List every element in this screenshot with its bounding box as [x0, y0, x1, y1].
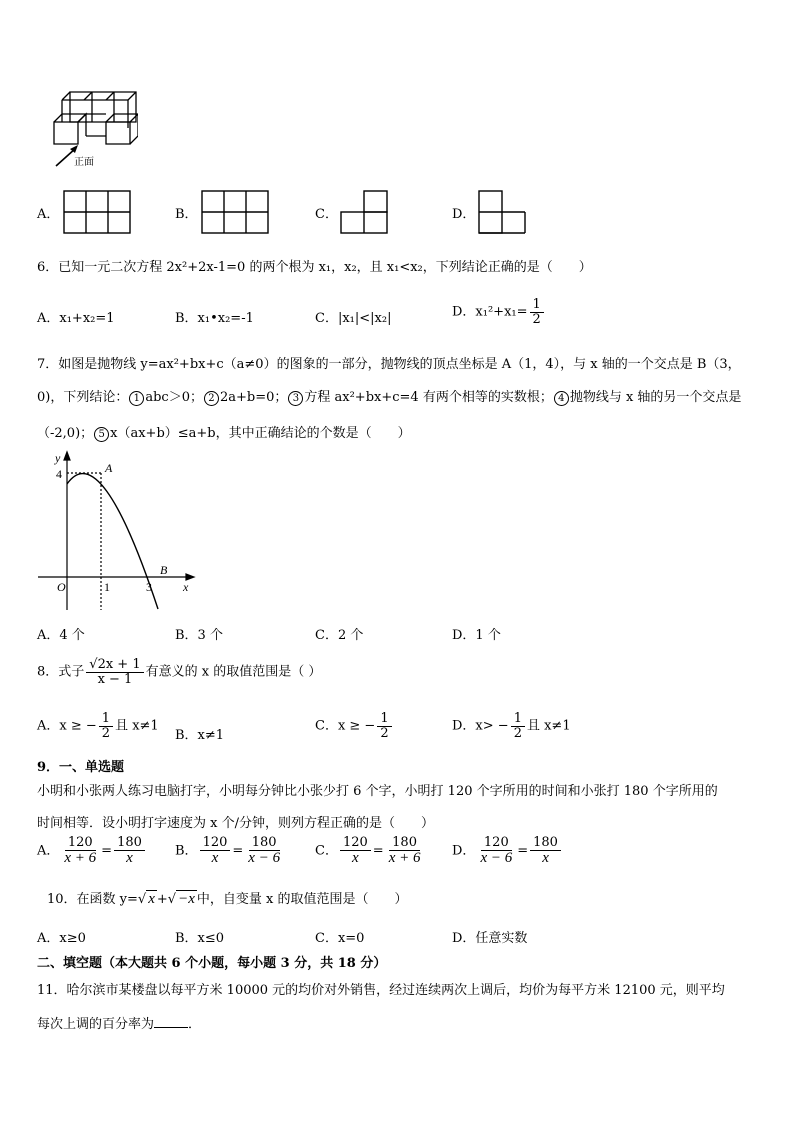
q9-a-label: A． [37, 843, 60, 859]
q9-a-d1: x + 6 [64, 849, 97, 866]
q8-a-suffix: 且 x≠1 [115, 718, 159, 734]
q9-a-n2: 180 [114, 836, 145, 851]
parabola-graph [34, 450, 199, 615]
q10-option-d: D．任意实数 [452, 931, 528, 946]
q7-conclusion-5: x（ax+b）≤a+b，其中正确结论的个数是（ ） [110, 426, 411, 441]
q9-line1: 小明和小张两人练习电脑打字，小明每分钟比小张少打 6 个字，小明打 120 个字所用的时间和小张打 180 个字所用的 [37, 784, 718, 799]
q7-line2 [37, 386, 741, 406]
q9-b-label: B． [175, 843, 198, 859]
q8-numerator: √2x + 1 [86, 658, 143, 673]
q5-option-d-view [478, 190, 526, 234]
q9-line2: 时间相等．设小明打字速度为 x 个/分钟，则列方程正确的是（ ） [37, 816, 434, 831]
parabola-curve [67, 474, 158, 609]
q11-end: ． [188, 1017, 202, 1032]
q8-d-den: 2 [513, 725, 522, 741]
q6-option-b: B．x₁•x₂=-1 [175, 311, 254, 326]
q8-option-b: B．x≠1 [175, 728, 225, 743]
q11-line2-text: 每次上调的百分率为 [37, 1017, 155, 1032]
q6-d-denominator: 2 [532, 311, 541, 327]
q9-c-d2: x + 6 [388, 849, 421, 866]
q7-line3-lead: （-2,0)； [37, 426, 94, 441]
q9-d-d1: x − 6 [480, 849, 513, 866]
q8-a-den: 2 [101, 725, 111, 741]
q10-option-a: A．x≥0 [37, 931, 86, 946]
q11-line1: 11．哈尔滨市某楼盘以每平方米 10000 元的均价对外销售，经过连续两次上调后，均价为每平方米 12100 元，则平均 [37, 983, 725, 998]
q8-stem [37, 658, 321, 686]
q8-c-num: 1 [377, 712, 391, 727]
q5-option-b-label: B． [175, 207, 198, 222]
q9-b-d1: x [211, 849, 219, 866]
q9-heading: 9．一、单选题 [37, 760, 125, 775]
q7-option-d: D．1 个 [452, 628, 501, 643]
q9-b-n1: 120 [200, 836, 231, 851]
q10-radicand-2: −x [178, 891, 195, 907]
q6-option-c: C．|x₁|<|x₂| [315, 311, 392, 326]
q8-option-c [315, 712, 394, 740]
q6-option-d [452, 298, 546, 326]
point-b-label: B [160, 563, 168, 577]
q11-line2 [37, 1013, 201, 1032]
section-2-heading: 二、填空题（本大题共 6 个小题，每小题 3 分，共 18 分） [37, 956, 387, 971]
q10-option-c: C．x=0 [315, 931, 365, 946]
circle-2-icon: 2 [204, 391, 219, 406]
q8-prefix: 8．式子 [37, 664, 85, 680]
q5-option-c-view [340, 190, 388, 234]
q9-c-label: C． [315, 843, 338, 859]
x-axis-label: x [183, 580, 189, 594]
q10-stem: 10．在函数 y=√ x +√ −x 中，自变量 x 的取值范围是（ ） [47, 891, 408, 907]
q5-option-d-label: D． [452, 207, 476, 222]
cube-stack-figure [48, 88, 138, 170]
q7-conclusion-1: abc＞0； [145, 390, 203, 405]
q8-c-den: 2 [380, 725, 389, 741]
q9-option-c: C． $\frac{120}{x}$ = $\frac{180}{x + 6}$ [315, 836, 425, 866]
circle-4-icon: 4 [554, 391, 569, 406]
tick-3-label: 3 [146, 580, 152, 594]
y-axis-arrow [64, 452, 70, 460]
q8-denominator: x − 1 [97, 671, 133, 687]
q9-option-a: A． $\frac{120}{x + 6}$ = $\frac{180}{x}$ [37, 836, 147, 866]
vertex-a-label: A [105, 461, 113, 475]
q7-line3 [37, 422, 411, 442]
q8-a-num: 1 [99, 712, 113, 727]
q5-option-b-view [201, 190, 269, 234]
q8-d-suffix: 且 x≠1 [526, 718, 571, 734]
q9-a-n1: 120 [65, 836, 96, 851]
q7-conclusion-4: 抛物线与 x 轴的另一个交点是 [569, 390, 742, 405]
q9-c-n1: 120 [340, 836, 371, 851]
q9-option-b: B． $\frac{120}{x}$ = $\frac{180}{x - 6}$ [175, 836, 285, 866]
q9-d-d2: x [542, 849, 549, 866]
circle-5-icon: 5 [94, 427, 109, 442]
q7-line2-lead: 0)，下列结论： [37, 390, 129, 405]
q10-radicand-1: x [148, 891, 155, 907]
q7-conclusion-3: 方程 ax²+bx+c=4 有两个相等的实数根； [304, 390, 553, 405]
q7-option-b: B．3 个 [175, 628, 223, 643]
front-label: 正面 [74, 157, 94, 168]
q9-a-d2: x [126, 849, 133, 866]
q9-d-label: D． [452, 843, 476, 859]
q9-option-d: D． $\frac{120}{x - 6}$ = $\frac{180}{x}$ [452, 836, 563, 866]
answer-blank[interactable] [154, 1027, 188, 1028]
q8-suffix: 有意义的 x 的取值范围是（ ） [145, 664, 322, 680]
tick-1-label: 1 [104, 580, 110, 594]
q10-prefix: 10．在函数 y= [47, 892, 138, 907]
q8-d-prefix: D．x> − [452, 718, 509, 734]
q5-option-a-view [63, 190, 131, 234]
q10-plus: + [156, 892, 168, 907]
q9-b-n2: 180 [249, 836, 280, 851]
q8-a-prefix: A．x ≥ − [37, 718, 97, 734]
circle-1-icon: 1 [129, 391, 144, 406]
q8-c-prefix: C．x ≥ − [315, 718, 376, 734]
q9-c-n2: 180 [389, 836, 420, 851]
q6-option-d-prefix: D．x₁²+x₁= [452, 304, 528, 320]
q6-d-numerator: 1 [530, 298, 544, 313]
q9-c-d1: x [352, 849, 359, 866]
q7-option-c: C．2 个 [315, 628, 364, 643]
q7-line1: 7．如图是抛物线 y=ax²+bx+c（a≠0）的图象的一部分，抛物线的顶点坐标是 A（1，4），与 x 轴的一个交点是 B（3， [37, 357, 741, 372]
q8-option-d [452, 712, 571, 740]
q5-option-a-label: A． [37, 207, 60, 222]
circle-3-icon: 3 [288, 391, 303, 406]
q7-option-a: A．4 个 [37, 628, 85, 643]
q6-stem: 6．已知一元二次方程 2x²+2x-1=0 的两个根为 x₁，x₂，且 x₁<x₂，下列结论正确的是（ ） [37, 260, 592, 275]
q8-option-a [37, 712, 159, 740]
origin-label: O [57, 580, 66, 594]
q8-d-num: 1 [511, 712, 525, 727]
q9-d-n1: 120 [481, 836, 512, 851]
y-axis-label: y [55, 451, 61, 465]
q10-suffix: 中，自变量 x 的取值范围是（ ） [196, 892, 408, 907]
q9-d-n2: 180 [530, 836, 561, 851]
q6-option-a: A．x₁+x₂=1 [37, 311, 115, 326]
tick-4-label: 4 [56, 467, 62, 481]
q5-option-c-label: C． [315, 207, 338, 222]
q7-conclusion-2: 2a+b=0； [219, 390, 288, 405]
q10-option-b: B．x≤0 [175, 931, 225, 946]
q9-b-d2: x − 6 [248, 849, 281, 866]
